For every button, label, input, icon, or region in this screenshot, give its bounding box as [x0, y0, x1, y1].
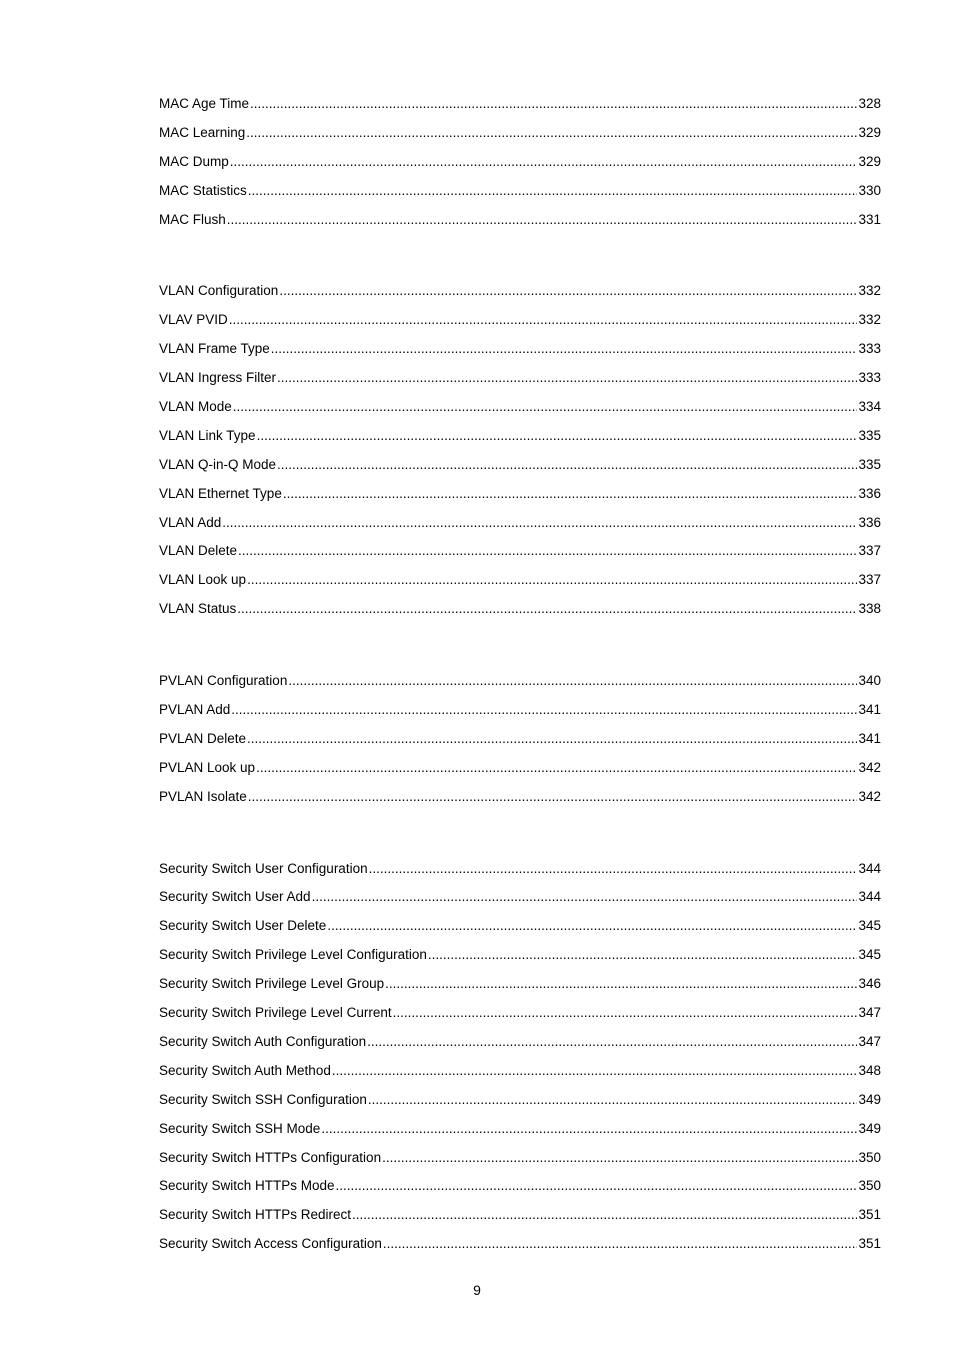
toc-group — [159, 670, 881, 814]
toc-entry-title: Security Switch Privilege Level Current — [159, 1005, 392, 1021]
toc-entry[interactable] — [159, 280, 881, 309]
toc-entry-page: 350 — [858, 1178, 881, 1194]
toc-entry-title: Security Switch SSH Configuration — [159, 1091, 367, 1107]
toc-entry-page: 351 — [858, 1236, 881, 1252]
toc-entry-title: VLAN Frame Type — [159, 341, 270, 357]
toc-entry-title: Security Switch SSH Mode — [159, 1120, 321, 1136]
dot-leader — [229, 309, 858, 331]
dot-leader — [336, 1175, 858, 1197]
toc-entry-title: PVLAN Configuration — [159, 673, 288, 689]
dot-leader — [385, 973, 857, 995]
toc-entry-title: Security Switch User Delete — [159, 918, 327, 934]
toc-entry[interactable] — [159, 122, 881, 151]
dot-leader — [367, 1031, 857, 1053]
table-of-contents — [159, 93, 881, 1305]
toc-entry-page: 350 — [858, 1149, 881, 1165]
toc-entry-page: 351 — [858, 1207, 881, 1223]
dot-leader — [227, 209, 858, 231]
toc-entry-title: Security Switch User Configuration — [159, 860, 368, 876]
toc-entry-page: 341 — [858, 730, 881, 746]
toc-entry-page: 328 — [858, 96, 881, 111]
dot-leader — [352, 1204, 857, 1226]
toc-entry-title: VLAN Ethernet Type — [159, 485, 282, 501]
toc-entry[interactable] — [159, 483, 881, 512]
toc-entry[interactable] — [159, 569, 881, 598]
dot-leader — [256, 757, 857, 779]
toc-group — [159, 280, 881, 627]
toc-entry[interactable] — [159, 151, 881, 180]
toc-entry-title: MAC Statistics — [159, 182, 247, 198]
toc-entry-page: 341 — [858, 702, 881, 718]
dot-leader — [279, 280, 857, 302]
toc-entry-title: MAC Dump — [159, 153, 229, 169]
toc-entry-page: 347 — [858, 1033, 881, 1049]
toc-entry-title: MAC Learning — [159, 124, 246, 140]
toc-entry-title: Security Switch HTTPs Configuration — [159, 1149, 382, 1165]
dot-leader — [230, 151, 858, 173]
toc-entry-page: 334 — [858, 399, 881, 415]
toc-entry[interactable] — [159, 1089, 881, 1118]
dot-leader — [428, 944, 858, 966]
toc-entry[interactable] — [159, 512, 881, 541]
toc-entry[interactable] — [159, 728, 881, 757]
toc-entry[interactable] — [159, 1147, 881, 1176]
toc-entry-title: VLAN Q-in-Q Mode — [159, 456, 277, 472]
toc-entry-page: 329 — [858, 124, 881, 140]
toc-entry-title: VLAN Status — [159, 601, 237, 617]
toc-entry-page: 335 — [858, 427, 881, 443]
toc-entry-title: Security Switch Auth Configuration — [159, 1033, 367, 1049]
toc-entry[interactable] — [159, 598, 881, 627]
toc-entry-title: VLAN Configuration — [159, 283, 279, 299]
toc-entry-title: VLAN Mode — [159, 399, 232, 415]
toc-entry-title: VLAV PVID — [159, 312, 228, 328]
dot-leader — [248, 180, 858, 202]
dot-leader — [247, 728, 857, 750]
toc-entry[interactable] — [159, 338, 881, 367]
toc-group — [159, 858, 881, 1262]
dot-leader — [393, 1002, 858, 1024]
toc-entry[interactable] — [159, 540, 881, 569]
toc-entry[interactable] — [159, 1031, 881, 1060]
dot-leader — [382, 1147, 857, 1169]
toc-entry-page: 331 — [858, 211, 881, 227]
dot-leader — [332, 1060, 858, 1082]
toc-entry[interactable] — [159, 915, 881, 944]
toc-entry-title: MAC Flush — [159, 211, 226, 227]
toc-entry[interactable] — [159, 886, 881, 915]
toc-entry[interactable] — [159, 944, 881, 973]
dot-leader — [312, 886, 858, 908]
toc-entry-page: 340 — [858, 673, 881, 689]
toc-entry[interactable] — [159, 757, 881, 786]
toc-entry-title: Security Switch Access Configuration — [159, 1236, 382, 1252]
toc-entry-page: 337 — [858, 572, 881, 588]
toc-entry-page: 342 — [858, 759, 881, 775]
toc-entry[interactable] — [159, 93, 881, 122]
toc-entry-title: Security Switch HTTPs Redirect — [159, 1207, 352, 1223]
toc-entry-title: Security Switch Privilege Level Group — [159, 976, 385, 992]
page-number: 9 — [473, 1282, 481, 1298]
toc-entry[interactable] — [159, 309, 881, 338]
toc-entry-page: 332 — [858, 312, 881, 328]
dot-leader — [369, 858, 858, 880]
toc-entry-title: PVLAN Add — [159, 702, 231, 718]
toc-entry-title: Security Switch HTTPs Mode — [159, 1178, 335, 1194]
dot-leader — [248, 786, 858, 808]
toc-entry[interactable] — [159, 786, 881, 815]
toc-entry-page: 347 — [858, 1005, 881, 1021]
dot-leader — [271, 338, 858, 360]
toc-entry[interactable] — [159, 180, 881, 209]
toc-entry[interactable] — [159, 454, 881, 483]
toc-entry[interactable] — [159, 367, 881, 396]
toc-entry-page: 337 — [858, 543, 881, 559]
toc-entry[interactable] — [159, 1002, 881, 1031]
toc-entry-title: VLAN Add — [159, 514, 222, 530]
toc-entry[interactable] — [159, 1204, 881, 1233]
toc-entry-page: 333 — [858, 370, 881, 386]
dot-leader — [238, 540, 857, 562]
dot-leader — [233, 396, 858, 418]
toc-entry-title: VLAN Look up — [159, 572, 247, 588]
toc-entry[interactable] — [159, 973, 881, 1002]
toc-entry-title: PVLAN Isolate — [159, 788, 247, 804]
toc-entry-page: 344 — [858, 889, 881, 905]
toc-entry[interactable] — [159, 1060, 881, 1089]
dot-leader — [247, 569, 857, 591]
toc-entry-page: 348 — [858, 1062, 881, 1078]
toc-entry-title: MAC Age Time — [159, 96, 250, 111]
dot-leader — [383, 1233, 858, 1255]
dot-leader — [277, 367, 857, 389]
toc-entry-page: 329 — [858, 153, 881, 169]
toc-entry-page: 332 — [858, 283, 881, 299]
toc-entry-page: 345 — [858, 918, 881, 934]
toc-entry[interactable] — [159, 425, 881, 454]
dot-leader — [222, 512, 857, 534]
toc-entry-title: VLAN Delete — [159, 543, 238, 559]
toc-entry-page: 345 — [858, 947, 881, 963]
toc-group — [159, 93, 881, 237]
toc-entry[interactable] — [159, 1118, 881, 1147]
toc-entry-page: 335 — [858, 456, 881, 472]
toc-entry-title: PVLAN Delete — [159, 730, 247, 746]
dot-leader — [368, 1089, 858, 1111]
toc-entry[interactable] — [159, 209, 881, 238]
toc-entry-title: PVLAN Look up — [159, 759, 256, 775]
toc-entry-page: 336 — [858, 485, 881, 501]
toc-entry-page: 336 — [858, 514, 881, 530]
toc-entry-page: 349 — [858, 1120, 881, 1136]
toc-entry[interactable] — [159, 699, 881, 728]
toc-entry-page: 344 — [858, 860, 881, 876]
toc-entry-page: 349 — [858, 1091, 881, 1107]
toc-entry-title: VLAN Ingress Filter — [159, 370, 277, 386]
toc-entry[interactable] — [159, 858, 881, 887]
dot-leader — [321, 1118, 857, 1140]
toc-entry-page: 342 — [858, 788, 881, 804]
toc-entry-title: Security Switch Auth Method — [159, 1062, 331, 1078]
dot-leader — [327, 915, 857, 937]
toc-entry-title: Security Switch Privilege Level Configuration — [159, 947, 427, 963]
dot-leader — [237, 598, 857, 620]
toc-entry[interactable] — [159, 670, 881, 699]
dot-leader — [283, 483, 858, 505]
dot-leader — [288, 670, 857, 692]
toc-entry-page: 346 — [858, 976, 881, 992]
toc-entry-title: Security Switch User Add — [159, 889, 311, 905]
toc-entry-title: VLAN Link Type — [159, 427, 256, 443]
toc-entry-page: 338 — [858, 601, 881, 617]
dot-leader — [231, 699, 857, 721]
toc-entry[interactable] — [159, 1175, 881, 1204]
dot-leader — [250, 93, 857, 115]
dot-leader — [257, 425, 858, 447]
dot-leader — [246, 122, 857, 144]
toc-entry-page: 333 — [858, 341, 881, 357]
toc-entry[interactable] — [159, 1233, 881, 1262]
dot-leader — [277, 454, 857, 476]
toc-entry[interactable] — [159, 396, 881, 425]
toc-entry-page: 330 — [858, 182, 881, 198]
